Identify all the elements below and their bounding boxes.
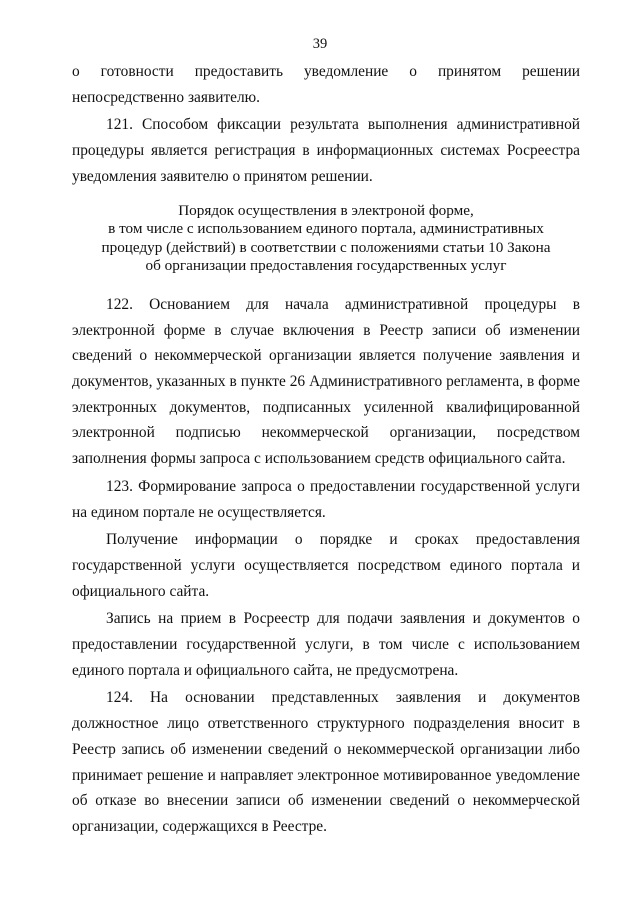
section-heading — [72, 202, 580, 276]
page-number: 39 — [312, 36, 328, 52]
paragraph-appointment: Запись на прием в Росреестр для подачи заявления и документов о предоставлении государственной услуги, в том числе с использованием единого портала и официального сайта, не предусмотрена. — [72, 610, 580, 679]
heading-line-4: об организации предоставления государственных услуг — [145, 257, 507, 275]
paragraph-124: 124. На основании представленных заявления и документов должностное лицо ответственного структурного подразделения вносит в Реестр запись об изменении сведений о некоммерческой организации либо принимает решение и направляет электронное мотивированное уведомление об отказе во внесении записи об изменении сведений о некоммерческой организации, содержащихся в Реестре. — [72, 689, 580, 835]
document-body — [72, 59, 580, 842]
paragraph-122: 122. Основанием для начала административной процедуры в электронной форме в случае включения в Реестр записи об изменении сведений о некоммерческой организации является получение заявления и документов, указанных в пункте 26 Административного регламента, в форме электронных документов, подписанных усиленной квалифицированной электронной подписью некоммерческой организации, посредством заполнения формы запроса с использованием средств официального сайта. — [72, 295, 580, 468]
heading-line-1: Порядок осуществления в электроной форме, — [178, 201, 474, 219]
heading-line-3: процедур (действий) в соответствии с положениями статьи 10 Закона — [101, 238, 551, 256]
paragraph-123: 123. Формирование запроса о предоставлении государственной услуги на едином портале не осуществляется. — [72, 477, 580, 521]
heading-line-2: в том числе с использованием единого портала, административных — [108, 220, 544, 238]
paragraph-continuation: о готовности предоставить уведомление о принятом решении непосредственно заявителю. — [72, 63, 580, 106]
paragraph-info: Получение информации о порядке и сроках предоставления государственной услуги осуществляется посредством единого портала и официального сайта. — [72, 531, 580, 600]
paragraph-121: 121. Способом фиксации результата выполнения административной процедуры является регистрация в информационных системах Росреестра уведомления заявителю о принятом решении. — [72, 116, 580, 185]
